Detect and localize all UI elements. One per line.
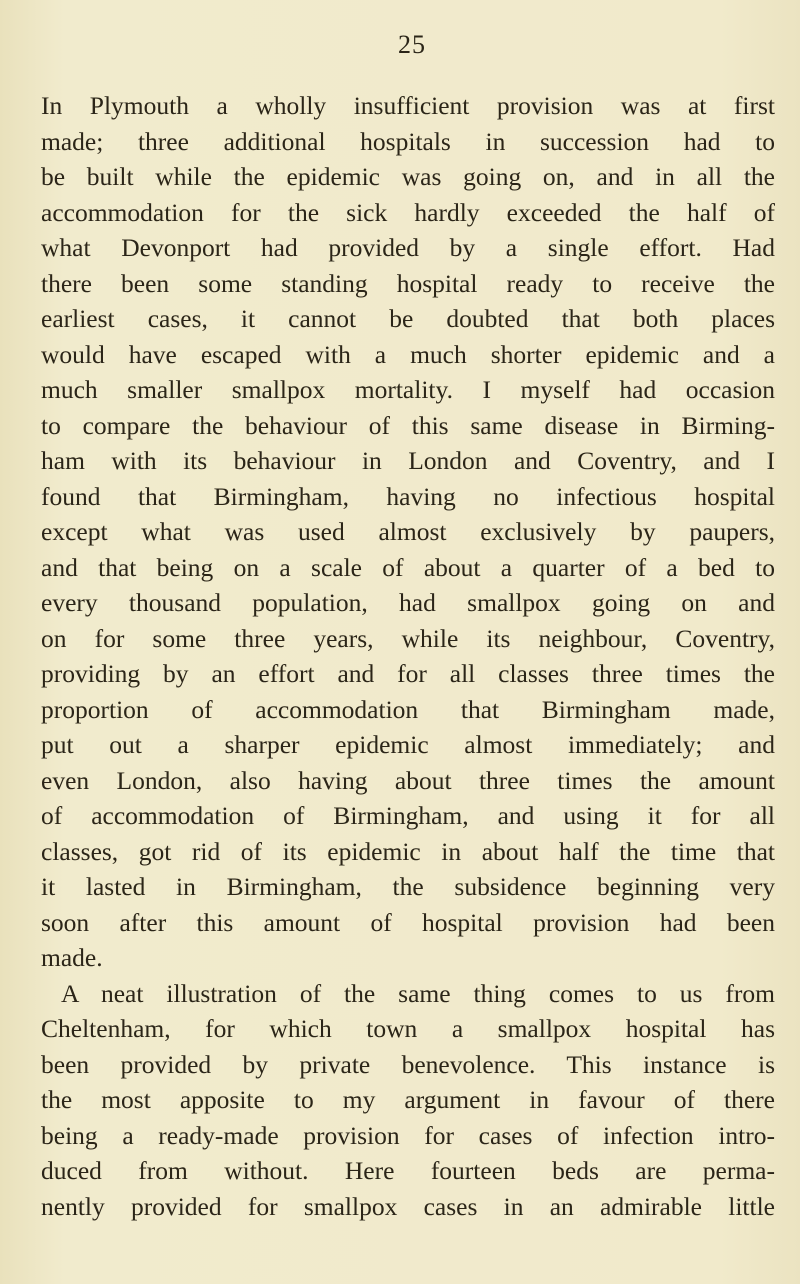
text-line: to compare the behaviour of this same disease in Birming- bbox=[41, 410, 775, 440]
text-line: even London, also having about three times the amount bbox=[41, 765, 775, 795]
body-text bbox=[41, 88, 775, 1224]
text-line: of accommodation of Birmingham, and using it for all bbox=[41, 801, 775, 830]
text-line: except what was used almost exclusively by paupers, bbox=[41, 517, 775, 546]
text-line: being a ready-made provision for cases of infection intro- bbox=[41, 1120, 775, 1150]
page-number: 25 bbox=[398, 30, 426, 59]
text-line: proportion of accommodation that Birmingham made, bbox=[41, 694, 775, 724]
text-line: A neat illustration of the same thing comes to us from bbox=[61, 978, 775, 1008]
text-line: what Devonport had provided by a single effort. Had bbox=[41, 233, 775, 262]
paragraph-1 bbox=[41, 88, 775, 976]
text-line: made. bbox=[41, 943, 103, 972]
text-line: In Plymouth a wholly insufficient provision was at first bbox=[41, 91, 775, 120]
text-line: Cheltenham, for which town a smallpox hospital has bbox=[41, 1014, 775, 1043]
text-line: soon after this amount of hospital provision had been bbox=[41, 907, 775, 937]
text-line: much smaller smallpox mortality. I myself had occasion bbox=[41, 375, 775, 404]
text-line: found that Birmingham, having no infectious hospital bbox=[41, 481, 775, 511]
text-line: duced from without. Here fourteen beds are perma- bbox=[41, 1156, 775, 1185]
text-line: ham with its behaviour in London and Coventry, and I bbox=[41, 446, 775, 475]
text-line: on for some three years, while its neighbour, Coventry, bbox=[41, 623, 775, 653]
text-line: classes, got rid of its epidemic in about half the time that bbox=[41, 836, 775, 866]
text-line: made; three additional hospitals in succession had to bbox=[41, 126, 775, 156]
text-line: and that being on a scale of about a quarter of a bed to bbox=[41, 552, 775, 582]
text-line: be built while the epidemic was going on, and in all the bbox=[41, 162, 775, 191]
text-line: providing by an effort and for all classes three times the bbox=[41, 659, 775, 688]
paragraph-2 bbox=[41, 976, 775, 1225]
text-line: been provided by private benevolence. This instance is bbox=[41, 1049, 775, 1079]
text-line: it lasted in Birmingham, the subsidence beginning very bbox=[41, 872, 775, 901]
text-line: earliest cases, it cannot be doubted that both places bbox=[41, 304, 775, 333]
text-line: the most apposite to my argument in favour of there bbox=[41, 1085, 775, 1114]
text-line: would have escaped with a much shorter epidemic and a bbox=[41, 339, 775, 369]
text-line: accommodation for the sick hardly exceeded the half of bbox=[41, 197, 775, 227]
text-line: nently provided for smallpox cases in an admirable little bbox=[41, 1191, 775, 1221]
text-line: put out a sharper epidemic almost immediately; and bbox=[41, 730, 775, 759]
text-line: every thousand population, had smallpox going on and bbox=[41, 588, 775, 617]
text-line: there been some standing hospital ready to receive the bbox=[41, 268, 775, 298]
